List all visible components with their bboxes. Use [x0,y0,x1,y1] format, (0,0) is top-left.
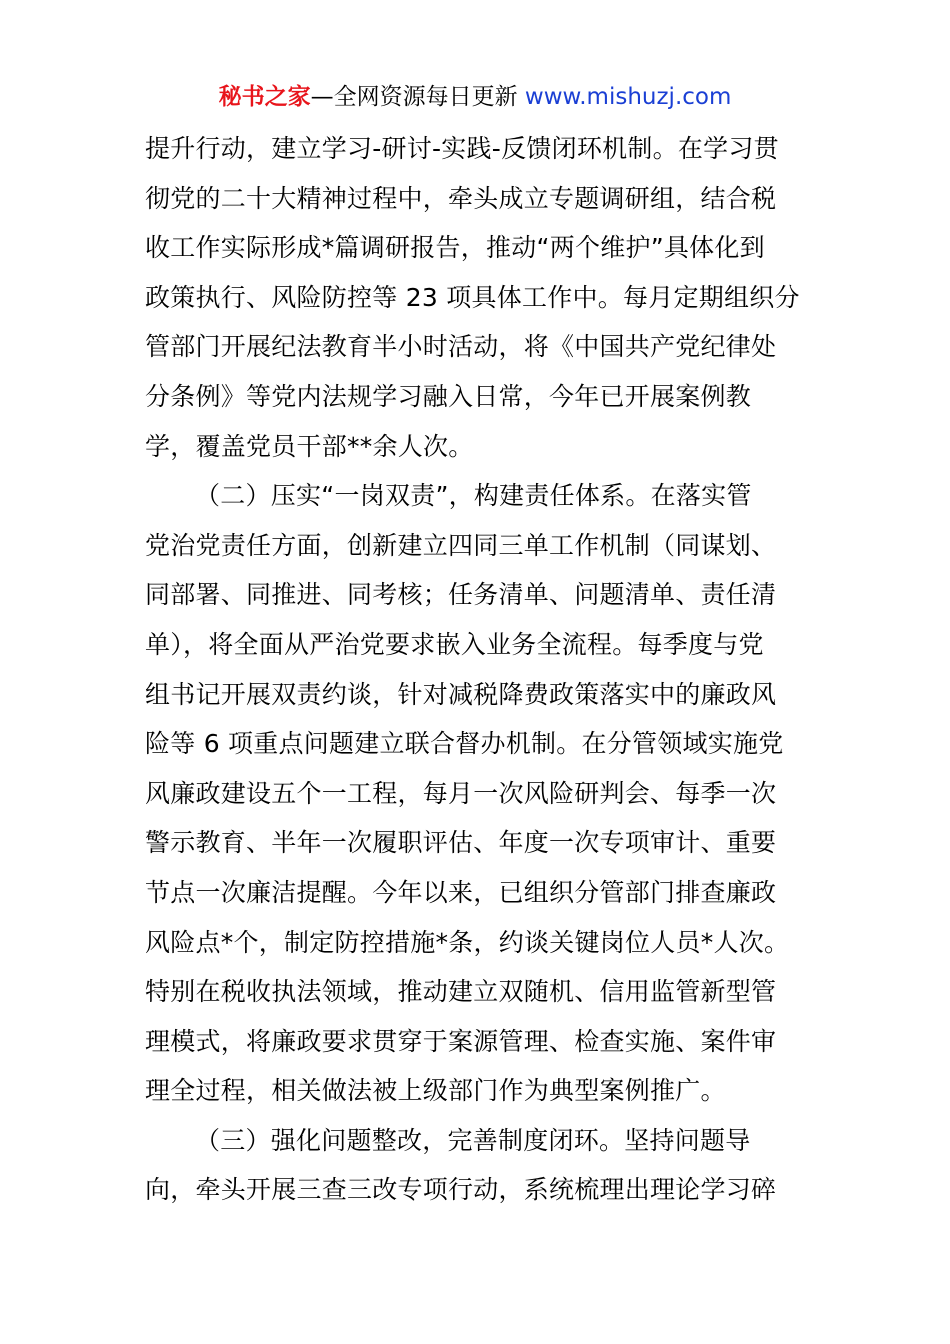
document-body [145,124,810,1215]
page-header [0,82,950,112]
text-line: 收工作实际形成*篇调研报告，推动“两个维护”具体化到 [145,233,765,263]
text-line: 理全过程，相关做法被上级部门作为典型案例推广。 [145,1076,726,1106]
section-heading-line: （三）强化问题整改，完善制度闭环。坚持问题导 [195,1125,751,1155]
section-heading-line: （二）压实“一岗双责”，构建责任体系。在落实管 [195,481,752,511]
text-line: 险等 6 项重点问题建立联合督办机制。在分管领域实施党 [145,729,784,759]
text-line: 彻党的二十大精神过程中，牵头成立专题调研组，结合税 [145,183,777,213]
text-line: 向，牵头开展三查三改专项行动，系统梳理出理论学习碎 [145,1175,777,1205]
text-line: 政策执行、风险防控等 23 项具体工作中。每月定期组织分 [145,282,800,312]
text-line: 提升行动，建立学习-研讨-实践-反馈闭环机制。在学习贯 [145,134,779,163]
text-line: 特别在税收执法领域，推动建立双随机、信用监管新型管 [145,977,777,1007]
text-line: 警示教育、半年一次履职评估、年度一次专项审计、重要 [145,828,777,858]
text-line: 风险点*个，制定防控措施*条，约谈关键岗位人员*人次。 [145,927,790,957]
text-line: 风廉政建设五个一工程，每月一次风险研判会、每季一次 [145,778,777,808]
text-line: 学，覆盖党员干部**余人次。 [145,431,474,461]
text-line: 同部署、同推进、同考核；任务清单、问题清单、责任清 [145,580,777,610]
text-line: 党治党责任方面，创新建立四同三单工作机制（同谋划、 [145,530,777,560]
text-line: 管部门开展纪法教育半小时活动，将《中国共产党纪律处 [145,332,777,362]
text-line: 分条例》等党内法规学习融入日常，今年已开展案例教 [145,381,752,411]
text-line: 单），将全面从严治党要求嵌入业务全流程。每季度与党 [145,629,764,659]
text-line: 节点一次廉洁提醒。今年以来，已组织分管部门排查廉政 [145,877,777,907]
site-brand: 秘书之家 [218,84,311,110]
site-url: www.mishuzj.com [517,84,732,110]
text-line: 理模式，将廉政要求贯穿于案源管理、检查实施、案件审 [145,1026,777,1056]
text-line: 组书记开展双责约谈，针对减税降费政策落实中的廉政风 [145,679,777,709]
site-tagline: —全网资源每日更新 [310,84,518,110]
